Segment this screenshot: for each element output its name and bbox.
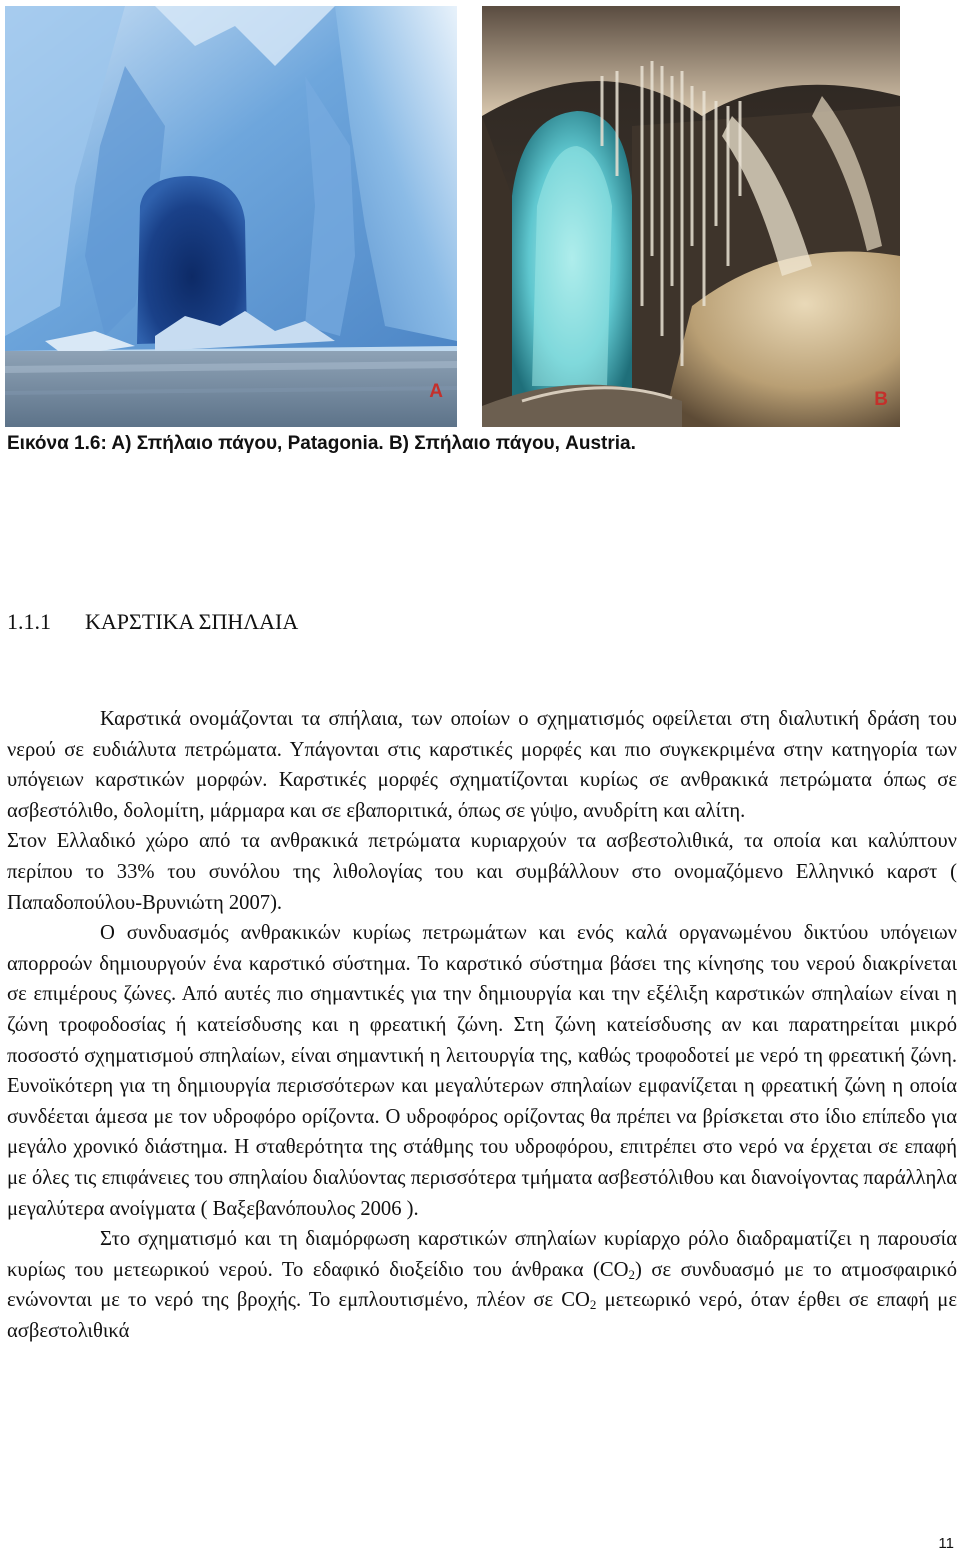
section-title: ΚΑΡΣΤΙΚΑ ΣΠΗΛΑΙΑ <box>85 609 299 634</box>
body-text <box>7 704 957 1346</box>
figure-caption: Εικόνα 1.6: Α) Σπήλαιο πάγου, Patagonia. Β) Σπήλαιο πάγου, Austria. <box>7 433 636 454</box>
paragraph-1: Καρστικά ονομάζονται τα σπήλαια, των οποίων ο σχηματισμός οφείλεται στη διαλυτική δράση του νερού σε ευδιάλυτα πετρώματα. Υπάγονται στις καρστικές μορφές και πιο συγκεκριμένα στην κατηγορία των υπόγειων καρστικών μορφών. Καρστικές μορφές σχηματίζονται κυρίως σε ανθρακικά πετρώματα όπως σε ασβεστόλιθο, δολομίτη, μάρμαρα και σε εβαποριτικά, όπως σε γύψο, ανυδρίτη και αλίτη. <box>7 708 957 822</box>
paragraph-4-part-1: Στο σχηματισμό και τη διαμόρφωση καρστικών σπηλαίων κυρίαρχο ρόλο διαδραματίζει η παρουσία κυρίως του μετεωρικού νερού. Το εδαφικό διοξείδιο του άνθρακα (CO <box>7 1228 957 1281</box>
paragraph-3: Ο συνδυασμός ανθρακικών κυρίως πετρωμάτων και ενός καλά οργανωμένου δικτύου υπόγειων απορροών δημιουργούν ένα καρστικό σύστημα. Το καρστικό σύστημα βάσει της κίνησης του νερού διακρίνεται σε επιμέρους ζώνες. Από αυτές πιο σημαντικές για την δημιουργία και την εξέλιξη καρστικών σπηλαίων είναι η ζώνη τροφοδοσίας ή κατείσδυσης και η φρεατική ζώνη. Στη ζώνη κατείσδυσης αν και παρατηρείται μικρό ποσοστό σχηματισμού σπηλαίων, είναι σημαντική η λειτουργία της, καθώς τροφοδοτεί με νερό τη φρεατική ζώνη. Ευνοϊκότερη για τη δημιουργία περισσότερων και μεγαλύτερων σπηλαίων εμφανίζεται η φρεατική ζώνη η οποία συνδέεται άμεσα με τον υδροφόρο ορίζοντα. Ο υδροφόρος ορίζοντας θα πρέπει να βρίσκεται στο ίδιο επίπεδο για μεγάλο χρονικό διάστημα. Η σταθερότητα της στάθμης του υδροφόρου, επιτρέπει στο νερό να έρχεται σε επαφή με όλες τις επιφάνειες του σπηλαίου διαλύοντας περισσότερα τμήματα ασβεστόλιθου και διανοίγοντας παράλληλα μεγαλύτερα ανοίγματα ( Βαξεβανόπουλος 2006 ). <box>7 922 957 1220</box>
section-heading <box>7 609 298 635</box>
paragraph-4-part-2: ) σε συνδυασμό με το ατμοσφαιρικό ενώνονται με το νερό της βροχής. Το εμπλουτισμένο, πλέον σε CO <box>7 1258 957 1312</box>
paragraph-2: Στον Ελλαδικό χώρο από τα ανθρακικά πετρώματα κυριαρχούν τα ασβεστολιθικά, τα οποία και καλύπτουν περίπου το 33% του συνόλου της λιθολογίας του και συμβάλλουν στο ονομαζόμενο Ελληνικό καρστ ( Παπαδοπούλου-Βρυνιώτη 2007). <box>7 830 957 914</box>
ice-cave-photo-a <box>5 6 457 427</box>
ice-cave-patagonia-image <box>5 6 457 427</box>
co2-subscript-1: 2 <box>628 1266 635 1282</box>
photo-label-a: A <box>429 381 443 402</box>
ice-cave-austria-image <box>482 6 900 427</box>
section-number: 1.1.1 <box>7 609 51 634</box>
co2-subscript-2: 2 <box>589 1297 597 1313</box>
page-number: 11 <box>938 1535 954 1552</box>
ice-cave-photo-b <box>482 6 900 427</box>
paragraph-4-part-3: μετεωρικό νερό, όταν έρθει σε επαφή με ασβεστολιθικά <box>7 1289 957 1342</box>
paragraph-4 <box>7 1224 957 1346</box>
photo-label-b: B <box>874 389 888 410</box>
